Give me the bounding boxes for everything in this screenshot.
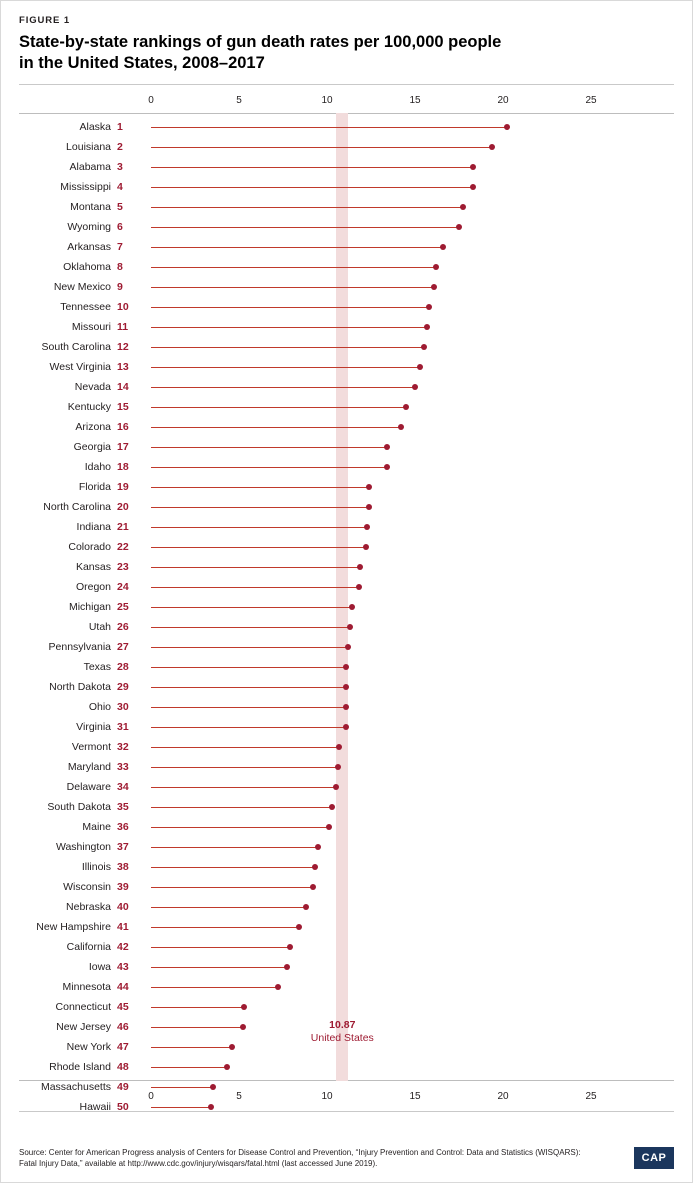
state-label: Vermont — [71, 741, 111, 754]
source-note: Source: Center for American Progress analysis of Centers for Disease Control and Prevention, “Injury Prevention and Control: Data and Statistics (WISQARS): Fatal Injury Data,” available at http://www.cdc.gov/injury/wisqars/fatal.html (last accessed June 2019). — [19, 1147, 581, 1169]
value-dot — [210, 1084, 216, 1090]
value-line — [151, 467, 387, 468]
rank-label: 9 — [117, 281, 123, 294]
rank-label: 8 — [117, 261, 123, 274]
header-divider — [19, 84, 674, 85]
chart-row — [19, 557, 674, 577]
rank-label: 39 — [117, 881, 129, 894]
state-label: Minnesota — [62, 981, 111, 994]
state-label: Arkansas — [67, 241, 111, 254]
rank-label: 10 — [117, 301, 129, 314]
state-label: Tennessee — [60, 301, 111, 314]
state-label: Oklahoma — [63, 261, 111, 274]
x-axis-top — [19, 95, 674, 109]
rank-label: 48 — [117, 1061, 129, 1074]
page-title-line-2: in the United States, 2008–2017 — [19, 54, 265, 73]
rank-label: 14 — [117, 381, 129, 394]
cap-logo: CAP — [634, 1147, 674, 1169]
state-label: Ohio — [88, 701, 111, 714]
rank-label: 12 — [117, 341, 129, 354]
us-average-label: United States — [310, 1032, 374, 1045]
chart-row — [19, 517, 674, 537]
rank-label: 5 — [117, 201, 123, 214]
value-line — [151, 767, 338, 768]
value-line — [151, 387, 415, 388]
chart-row — [19, 417, 674, 437]
state-label: New York — [66, 1041, 111, 1054]
value-line — [151, 327, 427, 328]
value-line — [151, 1007, 244, 1008]
value-line — [151, 207, 463, 208]
value-line — [151, 447, 387, 448]
rank-label: 40 — [117, 901, 129, 914]
value-dot — [343, 724, 349, 730]
value-dot — [366, 484, 372, 490]
chart-row — [19, 857, 674, 877]
state-label: Mississippi — [60, 181, 111, 194]
rank-label: 23 — [117, 561, 129, 574]
chart-row — [19, 877, 674, 897]
state-label: Rhode Island — [49, 1061, 111, 1074]
value-line — [151, 827, 329, 828]
state-label: Florida — [78, 481, 111, 494]
state-label: Kansas — [75, 561, 111, 574]
value-line — [151, 187, 473, 188]
value-line — [151, 787, 336, 788]
chart-row — [19, 917, 674, 937]
value-dot — [364, 524, 370, 530]
value-line — [151, 607, 352, 608]
page-title — [19, 32, 674, 74]
x-tick-label: 20 — [497, 95, 509, 107]
rank-label: 17 — [117, 441, 129, 454]
state-label: Wisconsin — [63, 881, 111, 894]
state-label: Iowa — [88, 961, 111, 974]
value-line — [151, 1087, 213, 1088]
value-line — [151, 347, 424, 348]
rank-label: 43 — [117, 961, 129, 974]
state-label: Idaho — [84, 461, 111, 474]
value-dot — [440, 244, 446, 250]
state-label: Utah — [88, 621, 111, 634]
state-label: Missouri — [71, 321, 111, 334]
state-label: Georgia — [73, 441, 111, 454]
rank-label: 2 — [117, 141, 123, 154]
figure-footer — [1, 1139, 692, 1182]
value-dot — [343, 684, 349, 690]
state-label: Arizona — [75, 421, 111, 434]
value-line — [151, 427, 401, 428]
chart-row — [19, 337, 674, 357]
state-label: Michigan — [68, 601, 111, 614]
state-label: California — [66, 941, 111, 954]
chart-row — [19, 797, 674, 817]
value-line — [151, 687, 346, 688]
chart-row — [19, 437, 674, 457]
value-dot — [431, 284, 437, 290]
chart-row — [19, 257, 674, 277]
rank-label: 29 — [117, 681, 129, 694]
rank-label: 42 — [117, 941, 129, 954]
value-dot — [384, 444, 390, 450]
value-line — [151, 987, 278, 988]
x-tick-label: 10 — [321, 95, 333, 107]
value-dot — [335, 764, 341, 770]
value-dot — [403, 404, 409, 410]
chart-row — [19, 277, 674, 297]
chart-row — [19, 537, 674, 557]
state-label: New Hampshire — [36, 921, 111, 934]
value-dot — [287, 944, 293, 950]
state-label: Delaware — [66, 781, 111, 794]
chart-row — [19, 117, 674, 137]
value-line — [151, 887, 313, 888]
value-dot — [315, 844, 321, 850]
value-line — [151, 547, 366, 548]
value-dot — [343, 704, 349, 710]
state-label: Connecticut — [55, 1001, 111, 1014]
chart-row — [19, 477, 674, 497]
value-line — [151, 1027, 243, 1028]
rank-label: 24 — [117, 581, 129, 594]
rank-label: 22 — [117, 541, 129, 554]
value-dot — [345, 644, 351, 650]
value-dot — [456, 224, 462, 230]
rank-label: 3 — [117, 161, 123, 174]
x-tick-label: 25 — [585, 1091, 597, 1103]
figure-header — [1, 1, 692, 95]
value-dot — [333, 784, 339, 790]
value-dot — [240, 1024, 246, 1030]
value-dot — [229, 1044, 235, 1050]
state-label: New Mexico — [53, 281, 111, 294]
value-line — [151, 927, 299, 928]
value-line — [151, 267, 436, 268]
chart-row — [19, 177, 674, 197]
state-label: Alaska — [79, 121, 111, 134]
value-dot — [398, 424, 404, 430]
value-dot — [343, 664, 349, 670]
chart-row — [19, 237, 674, 257]
rank-label: 35 — [117, 801, 129, 814]
value-dot — [357, 564, 363, 570]
chart-row — [19, 357, 674, 377]
value-dot — [224, 1064, 230, 1070]
page-title-line-1: State-by-state rankings of gun death rates per 100,000 people — [19, 33, 502, 51]
chart-row — [19, 937, 674, 957]
rank-label: 16 — [117, 421, 129, 434]
state-label: Nebraska — [66, 901, 111, 914]
rank-label: 45 — [117, 1001, 129, 1014]
value-line — [151, 1107, 211, 1108]
value-dot — [312, 864, 318, 870]
value-line — [151, 967, 287, 968]
value-line — [151, 587, 359, 588]
value-dot — [284, 964, 290, 970]
chart-row — [19, 717, 674, 737]
x-tick-label: 10 — [321, 1091, 333, 1103]
rank-label: 44 — [117, 981, 129, 994]
value-line — [151, 507, 369, 508]
value-line — [151, 627, 350, 628]
state-label: Nevada — [74, 381, 111, 394]
value-dot — [417, 364, 423, 370]
plot-area — [19, 113, 674, 1114]
value-line — [151, 947, 290, 948]
value-dot — [384, 464, 390, 470]
state-label: Indiana — [76, 521, 111, 534]
value-dot — [424, 324, 430, 330]
chart-row — [19, 837, 674, 857]
value-dot — [349, 604, 355, 610]
chart-row — [19, 777, 674, 797]
value-dot — [310, 884, 316, 890]
chart-row — [19, 957, 674, 977]
value-line — [151, 147, 492, 148]
x-axis-bottom — [19, 1091, 674, 1105]
chart-row — [19, 897, 674, 917]
value-line — [151, 1047, 232, 1048]
value-line — [151, 847, 318, 848]
value-dot — [504, 124, 510, 130]
rank-label: 18 — [117, 461, 129, 474]
rank-label: 19 — [117, 481, 129, 494]
state-label: South Dakota — [47, 801, 111, 814]
value-line — [151, 647, 348, 648]
state-label: West Virginia — [49, 361, 111, 374]
rank-label: 38 — [117, 861, 129, 874]
state-label: Virginia — [76, 721, 111, 734]
state-label: Wyoming — [67, 221, 111, 234]
chart-row — [19, 157, 674, 177]
rank-label: 41 — [117, 921, 129, 934]
value-dot — [366, 504, 372, 510]
value-line — [151, 287, 434, 288]
rank-label: 34 — [117, 781, 129, 794]
chart-row — [19, 737, 674, 757]
state-label: Maryland — [67, 761, 111, 774]
chart-row — [19, 297, 674, 317]
value-dot — [433, 264, 439, 270]
value-line — [151, 807, 332, 808]
value-line — [151, 307, 429, 308]
state-label: Oregon — [75, 581, 111, 594]
rank-label: 20 — [117, 501, 129, 514]
value-line — [151, 667, 346, 668]
x-tick-label: 15 — [409, 95, 421, 107]
value-line — [151, 227, 459, 228]
value-dot — [470, 164, 476, 170]
value-dot — [336, 744, 342, 750]
state-label: Hawaii — [79, 1101, 111, 1114]
value-dot — [303, 904, 309, 910]
value-line — [151, 167, 473, 168]
state-label: North Carolina — [43, 501, 111, 514]
value-line — [151, 907, 306, 908]
rank-label: 13 — [117, 361, 129, 374]
x-tick-label: 0 — [148, 1091, 154, 1103]
rank-label: 26 — [117, 621, 129, 634]
value-dot — [275, 984, 281, 990]
value-line — [151, 727, 346, 728]
chart-row — [19, 397, 674, 417]
state-label: South Carolina — [41, 341, 111, 354]
value-line — [151, 247, 443, 248]
rank-label: 25 — [117, 601, 129, 614]
x-tick-label: 20 — [497, 1091, 509, 1103]
value-line — [151, 1067, 227, 1068]
state-label: Illinois — [81, 861, 111, 874]
chart-row — [19, 317, 674, 337]
state-label: Colorado — [68, 541, 111, 554]
value-dot — [326, 824, 332, 830]
chart-row — [19, 677, 674, 697]
rank-label: 32 — [117, 741, 129, 754]
x-tick-label: 5 — [236, 1091, 242, 1103]
chart-row — [19, 697, 674, 717]
chart-row — [19, 617, 674, 637]
rank-label: 28 — [117, 661, 129, 674]
chart-container — [1, 95, 692, 1114]
x-tick-label: 25 — [585, 95, 597, 107]
figure-label: FIGURE 1 — [19, 15, 71, 26]
state-label: New Jersey — [56, 1021, 111, 1034]
rank-label: 11 — [117, 321, 129, 334]
state-label: Kentucky — [67, 401, 111, 414]
rank-label: 21 — [117, 521, 129, 534]
value-line — [151, 367, 420, 368]
chart-row — [19, 977, 674, 997]
value-line — [151, 407, 406, 408]
state-label: Texas — [83, 661, 111, 674]
rank-label: 50 — [117, 1101, 129, 1114]
us-average-annotation — [311, 1019, 374, 1045]
chart-row — [19, 817, 674, 837]
chart-row — [19, 1057, 674, 1077]
value-dot — [489, 144, 495, 150]
value-dot — [241, 1004, 247, 1010]
value-line — [151, 867, 315, 868]
x-tick-label: 15 — [409, 1091, 421, 1103]
state-label: Washington — [55, 841, 111, 854]
us-average-value: 10.87 — [329, 1019, 356, 1032]
rank-label: 4 — [117, 181, 123, 194]
rank-label: 47 — [117, 1041, 129, 1054]
value-line — [151, 487, 369, 488]
state-label: Montana — [70, 201, 111, 214]
value-line — [151, 747, 339, 748]
rank-label: 30 — [117, 701, 129, 714]
value-dot — [412, 384, 418, 390]
rank-label: 37 — [117, 841, 129, 854]
chart-row — [19, 377, 674, 397]
value-line — [151, 567, 360, 568]
value-dot — [296, 924, 302, 930]
value-dot — [347, 624, 353, 630]
chart-row — [19, 577, 674, 597]
rank-label: 7 — [117, 241, 123, 254]
rank-label: 27 — [117, 641, 129, 654]
rank-label: 1 — [117, 121, 123, 134]
value-line — [151, 527, 367, 528]
value-dot — [426, 304, 432, 310]
rank-label: 33 — [117, 761, 129, 774]
rank-label: 31 — [117, 721, 129, 734]
value-dot — [356, 584, 362, 590]
chart-row — [19, 757, 674, 777]
state-label: Louisiana — [66, 141, 111, 154]
chart-row — [19, 657, 674, 677]
chart-row — [19, 637, 674, 657]
chart-row — [19, 597, 674, 617]
value-dot — [460, 204, 466, 210]
chart-row — [19, 497, 674, 517]
chart-row — [19, 457, 674, 477]
value-line — [151, 707, 346, 708]
rank-label: 15 — [117, 401, 129, 414]
rank-label: 36 — [117, 821, 129, 834]
chart-row — [19, 197, 674, 217]
chart-row — [19, 997, 674, 1017]
value-dot — [363, 544, 369, 550]
state-label: Massachusetts — [40, 1081, 111, 1094]
value-dot — [329, 804, 335, 810]
value-dot — [470, 184, 476, 190]
value-line — [151, 127, 507, 128]
state-label: Alabama — [69, 161, 111, 174]
rank-label: 49 — [117, 1081, 129, 1094]
value-dot — [421, 344, 427, 350]
x-tick-label: 0 — [148, 95, 154, 107]
chart-row — [19, 137, 674, 157]
state-label: Maine — [82, 821, 111, 834]
lollipop-chart — [19, 95, 674, 1114]
x-tick-label: 5 — [236, 95, 242, 107]
rank-label: 6 — [117, 221, 123, 234]
chart-row — [19, 217, 674, 237]
rank-label: 46 — [117, 1021, 129, 1034]
state-label: Pennsylvania — [48, 641, 111, 654]
state-label: North Dakota — [49, 681, 111, 694]
